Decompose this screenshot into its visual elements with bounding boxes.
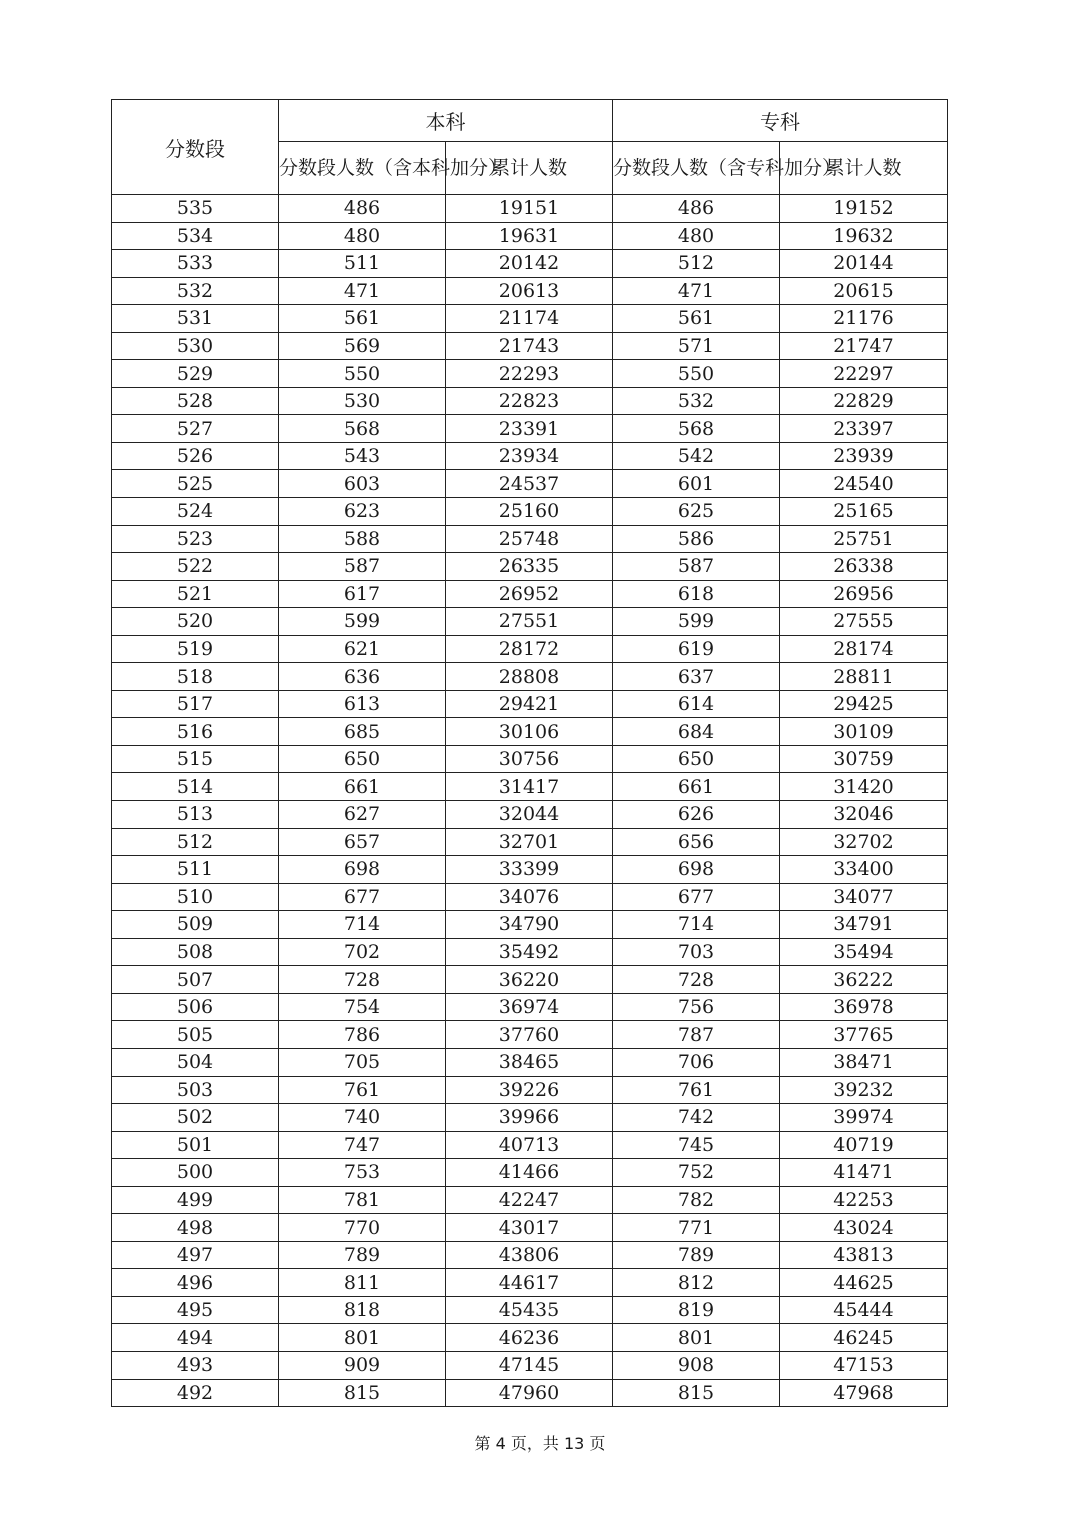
vocational-cumulative-cell: 34791 [780, 911, 948, 939]
undergrad-cumulative-cell: 26335 [446, 553, 613, 581]
table-body [112, 195, 948, 1407]
score-cell: 502 [112, 1104, 279, 1132]
undergrad-cumulative-cell: 30756 [446, 745, 613, 773]
undergrad-count-cell: 621 [279, 635, 446, 663]
undergrad-count-cell: 603 [279, 470, 446, 498]
undergrad-cumulative-cell: 29421 [446, 690, 613, 718]
vocational-cumulative-cell: 21747 [780, 332, 948, 360]
table-row [112, 663, 948, 691]
vocational-cumulative-cell: 38471 [780, 1048, 948, 1076]
table-row [112, 1324, 948, 1352]
undergrad-cumulative-cell: 44617 [446, 1269, 613, 1297]
vocational-cumulative-cell: 20144 [780, 250, 948, 278]
undergrad-cumulative-cell: 40713 [446, 1131, 613, 1159]
score-cell: 516 [112, 718, 279, 746]
undergrad-cumulative-cell: 39966 [446, 1104, 613, 1132]
score-cell: 533 [112, 250, 279, 278]
table-row [112, 222, 948, 250]
table-row [112, 856, 948, 884]
vocational-count-cell: 771 [613, 1214, 780, 1242]
undergrad-cumulative-cell: 19151 [446, 195, 613, 223]
vocational-count-cell: 561 [613, 305, 780, 333]
vocational-count-cell: 819 [613, 1296, 780, 1324]
score-cell: 494 [112, 1324, 279, 1352]
undergrad-cumulative-cell: 23391 [446, 415, 613, 443]
table-row [112, 1104, 948, 1132]
undergrad-cumulative-cell: 36220 [446, 966, 613, 994]
table-row [112, 415, 948, 443]
score-cell: 500 [112, 1159, 279, 1187]
vocational-cumulative-cell: 19152 [780, 195, 948, 223]
vocational-count-cell: 908 [613, 1351, 780, 1379]
score-cell: 526 [112, 442, 279, 470]
vocational-count-cell: 532 [613, 387, 780, 415]
table-row [112, 773, 948, 801]
undergrad-cumulative-cell: 37760 [446, 1021, 613, 1049]
vocational-cumulative-cell: 22829 [780, 387, 948, 415]
vocational-cumulative-cell: 22297 [780, 360, 948, 388]
score-cell: 506 [112, 993, 279, 1021]
table-row [112, 1269, 948, 1297]
undergrad-cumulative-cell: 22293 [446, 360, 613, 388]
header-undergrad: 本科 [279, 100, 613, 142]
vocational-count-cell: 782 [613, 1186, 780, 1214]
vocational-count-cell: 706 [613, 1048, 780, 1076]
undergrad-count-cell: 569 [279, 332, 446, 360]
score-cell: 520 [112, 608, 279, 636]
vocational-count-cell: 550 [613, 360, 780, 388]
undergrad-cumulative-cell: 30106 [446, 718, 613, 746]
score-cell: 509 [112, 911, 279, 939]
score-cell: 508 [112, 938, 279, 966]
undergrad-count-cell: 543 [279, 442, 446, 470]
vocational-cumulative-cell: 26956 [780, 580, 948, 608]
score-cell: 510 [112, 883, 279, 911]
vocational-cumulative-cell: 36978 [780, 993, 948, 1021]
vocational-cumulative-cell: 33400 [780, 856, 948, 884]
vocational-cumulative-cell: 32046 [780, 801, 948, 829]
undergrad-cumulative-cell: 45435 [446, 1296, 613, 1324]
score-cell: 522 [112, 553, 279, 581]
vocational-count-cell: 571 [613, 332, 780, 360]
vocational-count-cell: 626 [613, 801, 780, 829]
vocational-cumulative-cell: 45444 [780, 1296, 948, 1324]
undergrad-count-cell: 471 [279, 277, 446, 305]
undergrad-count-cell: 714 [279, 911, 446, 939]
table-row [112, 332, 948, 360]
undergrad-count-cell: 623 [279, 498, 446, 526]
undergrad-count-cell: 698 [279, 856, 446, 884]
vocational-cumulative-cell: 42253 [780, 1186, 948, 1214]
vocational-cumulative-cell: 21176 [780, 305, 948, 333]
undergrad-cumulative-cell: 32701 [446, 828, 613, 856]
score-cell: 518 [112, 663, 279, 691]
vocational-count-cell: 480 [613, 222, 780, 250]
undergrad-count-cell: 801 [279, 1324, 446, 1352]
table-row [112, 305, 948, 333]
score-cell: 524 [112, 498, 279, 526]
score-cell: 493 [112, 1351, 279, 1379]
undergrad-cumulative-cell: 41466 [446, 1159, 613, 1187]
table-row [112, 470, 948, 498]
undergrad-count-cell: 661 [279, 773, 446, 801]
vocational-count-cell: 568 [613, 415, 780, 443]
score-cell: 504 [112, 1048, 279, 1076]
vocational-cumulative-cell: 23939 [780, 442, 948, 470]
header-vocational-count: 分数段人数（含专科加分） [613, 142, 780, 195]
page-footer: 第 4 页，共 13 页 [474, 1434, 606, 1453]
undergrad-cumulative-cell: 47145 [446, 1351, 613, 1379]
table-row [112, 911, 948, 939]
vocational-count-cell: 542 [613, 442, 780, 470]
vocational-cumulative-cell: 46245 [780, 1324, 948, 1352]
undergrad-cumulative-cell: 43806 [446, 1241, 613, 1269]
table-row [112, 442, 948, 470]
vocational-count-cell: 601 [613, 470, 780, 498]
undergrad-count-cell: 747 [279, 1131, 446, 1159]
score-cell: 512 [112, 828, 279, 856]
undergrad-count-cell: 818 [279, 1296, 446, 1324]
vocational-cumulative-cell: 24540 [780, 470, 948, 498]
vocational-count-cell: 728 [613, 966, 780, 994]
undergrad-cumulative-cell: 27551 [446, 608, 613, 636]
table-row [112, 718, 948, 746]
table-row [112, 745, 948, 773]
vocational-cumulative-cell: 20615 [780, 277, 948, 305]
vocational-cumulative-cell: 34077 [780, 883, 948, 911]
score-cell: 531 [112, 305, 279, 333]
score-cell: 525 [112, 470, 279, 498]
table-row [112, 801, 948, 829]
undergrad-count-cell: 486 [279, 195, 446, 223]
undergrad-count-cell: 599 [279, 608, 446, 636]
undergrad-cumulative-cell: 36974 [446, 993, 613, 1021]
undergrad-count-cell: 657 [279, 828, 446, 856]
vocational-count-cell: 661 [613, 773, 780, 801]
undergrad-count-cell: 702 [279, 938, 446, 966]
score-cell: 511 [112, 856, 279, 884]
vocational-count-cell: 619 [613, 635, 780, 663]
vocational-cumulative-cell: 39974 [780, 1104, 948, 1132]
vocational-count-cell: 789 [613, 1241, 780, 1269]
table-row [112, 1048, 948, 1076]
table-row [112, 966, 948, 994]
score-cell: 507 [112, 966, 279, 994]
undergrad-count-cell: 781 [279, 1186, 446, 1214]
score-cell: 527 [112, 415, 279, 443]
header-vocational: 专科 [613, 100, 948, 142]
score-cell: 499 [112, 1186, 279, 1214]
undergrad-count-cell: 740 [279, 1104, 446, 1132]
undergrad-cumulative-cell: 21174 [446, 305, 613, 333]
header-vocational-cumulative: 累计人数 [780, 142, 948, 195]
score-cell: 497 [112, 1241, 279, 1269]
undergrad-count-cell: 636 [279, 663, 446, 691]
undergrad-count-cell: 530 [279, 387, 446, 415]
vocational-count-cell: 614 [613, 690, 780, 718]
vocational-count-cell: 586 [613, 525, 780, 553]
score-cell: 496 [112, 1269, 279, 1297]
table-row [112, 1296, 948, 1324]
table-row [112, 1379, 948, 1407]
vocational-count-cell: 756 [613, 993, 780, 1021]
undergrad-cumulative-cell: 32044 [446, 801, 613, 829]
undergrad-count-cell: 789 [279, 1241, 446, 1269]
vocational-count-cell: 761 [613, 1076, 780, 1104]
vocational-count-cell: 815 [613, 1379, 780, 1407]
undergrad-cumulative-cell: 33399 [446, 856, 613, 884]
table-row [112, 635, 948, 663]
vocational-count-cell: 752 [613, 1159, 780, 1187]
undergrad-count-cell: 588 [279, 525, 446, 553]
table-row [112, 1159, 948, 1187]
table-row [112, 525, 948, 553]
vocational-cumulative-cell: 40719 [780, 1131, 948, 1159]
vocational-cumulative-cell: 39232 [780, 1076, 948, 1104]
undergrad-cumulative-cell: 25160 [446, 498, 613, 526]
undergrad-count-cell: 728 [279, 966, 446, 994]
undergrad-count-cell: 786 [279, 1021, 446, 1049]
table-row [112, 553, 948, 581]
vocational-count-cell: 714 [613, 911, 780, 939]
undergrad-cumulative-cell: 46236 [446, 1324, 613, 1352]
header-undergrad-count: 分数段人数（含本科加分） [279, 142, 446, 195]
vocational-cumulative-cell: 29425 [780, 690, 948, 718]
undergrad-count-cell: 550 [279, 360, 446, 388]
vocational-count-cell: 698 [613, 856, 780, 884]
score-cell: 535 [112, 195, 279, 223]
undergrad-cumulative-cell: 43017 [446, 1214, 613, 1242]
score-cell: 529 [112, 360, 279, 388]
vocational-cumulative-cell: 28174 [780, 635, 948, 663]
undergrad-count-cell: 511 [279, 250, 446, 278]
table-row [112, 608, 948, 636]
undergrad-cumulative-cell: 23934 [446, 442, 613, 470]
score-cell: 505 [112, 1021, 279, 1049]
undergrad-cumulative-cell: 25748 [446, 525, 613, 553]
score-cell: 501 [112, 1131, 279, 1159]
table-row [112, 1214, 948, 1242]
undergrad-cumulative-cell: 20142 [446, 250, 613, 278]
table-row [112, 250, 948, 278]
vocational-cumulative-cell: 28811 [780, 663, 948, 691]
score-cell: 523 [112, 525, 279, 553]
table-row [112, 883, 948, 911]
vocational-cumulative-cell: 32702 [780, 828, 948, 856]
vocational-cumulative-cell: 37765 [780, 1021, 948, 1049]
undergrad-count-cell: 770 [279, 1214, 446, 1242]
score-cell: 513 [112, 801, 279, 829]
vocational-count-cell: 812 [613, 1269, 780, 1297]
undergrad-cumulative-cell: 39226 [446, 1076, 613, 1104]
undergrad-cumulative-cell: 20613 [446, 277, 613, 305]
vocational-count-cell: 742 [613, 1104, 780, 1132]
vocational-cumulative-cell: 44625 [780, 1269, 948, 1297]
undergrad-count-cell: 753 [279, 1159, 446, 1187]
vocational-cumulative-cell: 19632 [780, 222, 948, 250]
table-row [112, 1241, 948, 1269]
vocational-count-cell: 677 [613, 883, 780, 911]
score-cell: 517 [112, 690, 279, 718]
vocational-cumulative-cell: 26338 [780, 553, 948, 581]
header-score: 分数段 [112, 100, 279, 195]
undergrad-cumulative-cell: 24537 [446, 470, 613, 498]
vocational-count-cell: 745 [613, 1131, 780, 1159]
vocational-count-cell: 650 [613, 745, 780, 773]
undergrad-count-cell: 815 [279, 1379, 446, 1407]
vocational-cumulative-cell: 35494 [780, 938, 948, 966]
score-cell: 514 [112, 773, 279, 801]
table-row [112, 828, 948, 856]
table-row [112, 580, 948, 608]
undergrad-cumulative-cell: 22823 [446, 387, 613, 415]
table-row [112, 1131, 948, 1159]
undergrad-count-cell: 705 [279, 1048, 446, 1076]
undergrad-count-cell: 587 [279, 553, 446, 581]
vocational-cumulative-cell: 36222 [780, 966, 948, 994]
undergrad-count-cell: 480 [279, 222, 446, 250]
vocational-cumulative-cell: 43813 [780, 1241, 948, 1269]
undergrad-cumulative-cell: 38465 [446, 1048, 613, 1076]
score-cell: 492 [112, 1379, 279, 1407]
undergrad-count-cell: 568 [279, 415, 446, 443]
score-cell: 521 [112, 580, 279, 608]
vocational-count-cell: 512 [613, 250, 780, 278]
table-row [112, 1021, 948, 1049]
undergrad-count-cell: 613 [279, 690, 446, 718]
undergrad-count-cell: 561 [279, 305, 446, 333]
vocational-count-cell: 703 [613, 938, 780, 966]
table-row [112, 1351, 948, 1379]
vocational-cumulative-cell: 25165 [780, 498, 948, 526]
undergrad-count-cell: 650 [279, 745, 446, 773]
undergrad-cumulative-cell: 42247 [446, 1186, 613, 1214]
undergrad-cumulative-cell: 35492 [446, 938, 613, 966]
header-undergrad-cumulative: 累计人数 [446, 142, 613, 195]
undergrad-count-cell: 811 [279, 1269, 446, 1297]
table-row [112, 195, 948, 223]
table-row [112, 993, 948, 1021]
vocational-cumulative-cell: 43024 [780, 1214, 948, 1242]
table-row [112, 1076, 948, 1104]
vocational-count-cell: 625 [613, 498, 780, 526]
vocational-cumulative-cell: 25751 [780, 525, 948, 553]
vocational-count-cell: 587 [613, 553, 780, 581]
score-cell: 495 [112, 1296, 279, 1324]
score-cell: 530 [112, 332, 279, 360]
vocational-cumulative-cell: 30109 [780, 718, 948, 746]
vocational-cumulative-cell: 31420 [780, 773, 948, 801]
vocational-count-cell: 618 [613, 580, 780, 608]
vocational-count-cell: 637 [613, 663, 780, 691]
vocational-cumulative-cell: 47153 [780, 1351, 948, 1379]
vocational-cumulative-cell: 47968 [780, 1379, 948, 1407]
vocational-count-cell: 684 [613, 718, 780, 746]
vocational-cumulative-cell: 27555 [780, 608, 948, 636]
undergrad-cumulative-cell: 34076 [446, 883, 613, 911]
undergrad-cumulative-cell: 31417 [446, 773, 613, 801]
undergrad-count-cell: 685 [279, 718, 446, 746]
table-row [112, 360, 948, 388]
table-row [112, 1186, 948, 1214]
score-distribution-table [111, 99, 948, 1407]
score-cell: 532 [112, 277, 279, 305]
undergrad-cumulative-cell: 34790 [446, 911, 613, 939]
table-row [112, 938, 948, 966]
vocational-count-cell: 787 [613, 1021, 780, 1049]
undergrad-cumulative-cell: 26952 [446, 580, 613, 608]
undergrad-count-cell: 677 [279, 883, 446, 911]
undergrad-cumulative-cell: 28808 [446, 663, 613, 691]
vocational-count-cell: 471 [613, 277, 780, 305]
score-cell: 503 [112, 1076, 279, 1104]
undergrad-count-cell: 617 [279, 580, 446, 608]
score-cell: 515 [112, 745, 279, 773]
undergrad-count-cell: 761 [279, 1076, 446, 1104]
vocational-count-cell: 599 [613, 608, 780, 636]
table-row [112, 690, 948, 718]
vocational-cumulative-cell: 41471 [780, 1159, 948, 1187]
table-row [112, 277, 948, 305]
vocational-cumulative-cell: 23397 [780, 415, 948, 443]
undergrad-cumulative-cell: 21743 [446, 332, 613, 360]
score-cell: 498 [112, 1214, 279, 1242]
vocational-count-cell: 801 [613, 1324, 780, 1352]
undergrad-count-cell: 627 [279, 801, 446, 829]
score-cell: 519 [112, 635, 279, 663]
score-cell: 528 [112, 387, 279, 415]
score-cell: 534 [112, 222, 279, 250]
vocational-count-cell: 656 [613, 828, 780, 856]
undergrad-cumulative-cell: 47960 [446, 1379, 613, 1407]
table-row [112, 387, 948, 415]
vocational-count-cell: 486 [613, 195, 780, 223]
undergrad-count-cell: 909 [279, 1351, 446, 1379]
undergrad-cumulative-cell: 19631 [446, 222, 613, 250]
undergrad-cumulative-cell: 28172 [446, 635, 613, 663]
table-row [112, 498, 948, 526]
undergrad-count-cell: 754 [279, 993, 446, 1021]
vocational-cumulative-cell: 30759 [780, 745, 948, 773]
